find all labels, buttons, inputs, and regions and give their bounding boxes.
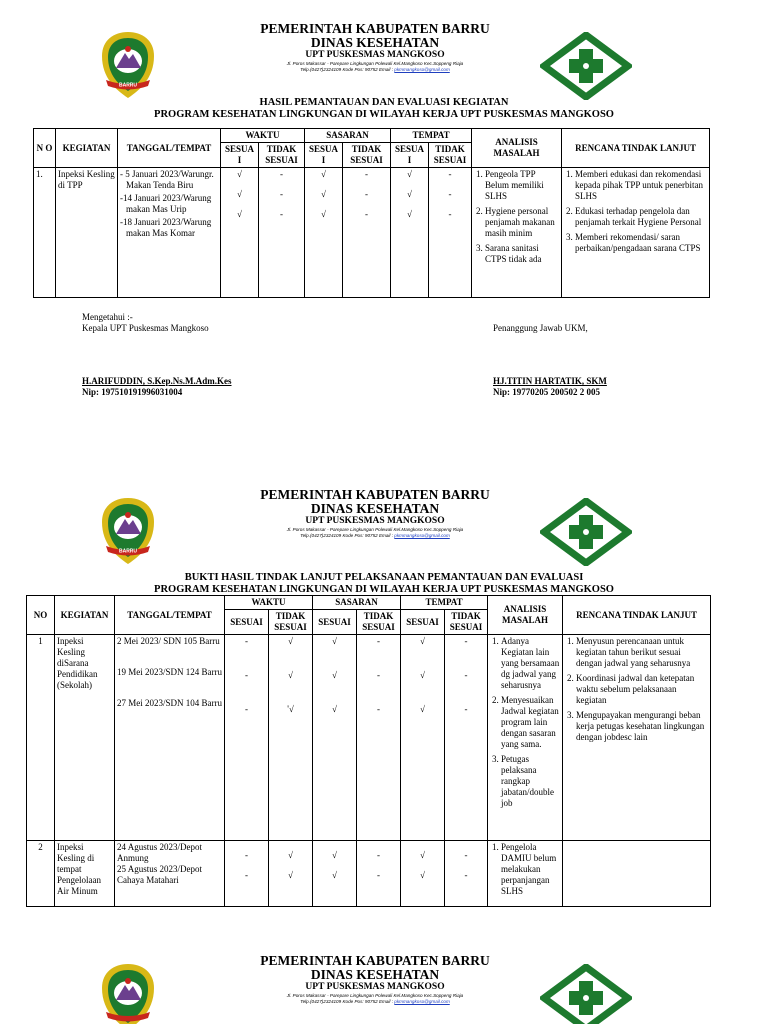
email-link[interactable]: pkmmangkoso@gmail.com (394, 533, 450, 538)
letterhead-3 (0, 954, 768, 1024)
col-kegiatan: KEGIATAN (56, 129, 118, 168)
sub-sesuai: SESUA I (391, 143, 429, 168)
col-waktu: WAKTU (221, 129, 305, 143)
date-entry: -14 Januari 2023/Warung makan Mas Urip (120, 193, 212, 214)
left-signer-name: H.ARIFUDDIN, S.Kep.Ns.M.Adm.Kes (82, 376, 232, 386)
row-tanggal (115, 841, 225, 907)
list-item: 2. Menyesuaikan Jadwal kegiatan program lain dengan sasaran yang sama. (501, 695, 560, 750)
address: Jl. Poros Makassar - Parepare Lingkungan Polewali Kel.Mangkoso Kec.Soppeng Riaja (286, 61, 464, 66)
list-item: 1. Pengeola TPP Belum memiliki SLHS (485, 169, 559, 202)
letterhead-text (200, 954, 550, 1005)
col-tanggal: TANGGAL/TEMPAT (118, 129, 221, 168)
check-cell: - - - (429, 168, 472, 298)
list-item: 2. Edukasi terhadap pengelola dan penjamah terkait Hygiene Personal (575, 206, 707, 228)
sub-tidak-sesuai: TIDAK SESUAI (445, 610, 488, 635)
check-cell: √ √ (269, 841, 313, 907)
check-cell: √ √ √ (221, 168, 259, 298)
address: Jl. Poros Makassar - Parepare Lingkungan Polewali Kel.Mangkoso Kec.Soppeng Riaja (286, 993, 464, 998)
address: Jl. Poros Makassar - Parepare Lingkungan Polewali Kel.Mangkoso Kec.Soppeng Riaja (286, 527, 464, 532)
table-row (27, 841, 711, 907)
report2-title (0, 572, 768, 595)
report1-title-line2: PROGRAM KESEHATAN LINGKUNGAN DI WILAYAH KERJA UPT PUSKESMAS MANGKOSO (154, 108, 614, 120)
report1-title (0, 97, 768, 120)
check-cell: - - - (225, 635, 269, 841)
letterhead-text (200, 488, 550, 539)
barru-emblem-icon (98, 496, 158, 566)
check-cell: - - (357, 841, 401, 907)
row-no: 1 (27, 635, 55, 841)
department-name: DINAS KESEHATAN (310, 35, 440, 50)
right-signer-title: Penanggung Jawab UKM, (493, 323, 588, 333)
col-tanggal: TANGGAL/TEMPAT (115, 596, 225, 635)
date-entry: 27 Mei 2023/SDN 104 Barru (117, 698, 222, 708)
date-entry: 24 Agustus 2023/Depot Anmung (117, 842, 203, 863)
sub-sesuai: SESUAI (313, 610, 357, 635)
header-row (27, 596, 711, 610)
col-sasaran: SASARAN (305, 129, 391, 143)
date-entry: 19 Mei 2023/SDN 124 Barru (117, 667, 222, 677)
sub-tidak-sesuai: TIDAK SESUAI (357, 610, 401, 635)
unit-name: UPT PUSKESMAS MANGKOSO (305, 516, 445, 526)
table-row (34, 168, 710, 298)
date-entry: -18 Januari 2023/Warung makan Mas Komar (120, 217, 212, 238)
col-no: NO (27, 596, 55, 635)
check-cell: - - - (445, 635, 488, 841)
row-tanggal (115, 635, 225, 841)
report2-title-line2: PROGRAM KESEHATAN LINGKUNGAN DI WILAYAH KERJA UPT PUSKESMAS MANGKOSO (154, 583, 614, 595)
col-analisis: ANALISIS MASALAH (472, 129, 562, 168)
row-analisis (472, 168, 562, 298)
list-item: 1. Pengelola DAMIU belum melakukan perpanjangan SLHS (501, 842, 560, 897)
check-cell: - - - (357, 635, 401, 841)
contact (200, 533, 550, 539)
check-cell: √ √ '√ (269, 635, 313, 841)
gov-name: PEMERINTAH KABUPATEN BARRU (260, 21, 490, 36)
department-name: DINAS KESEHATAN (310, 967, 440, 982)
contact (200, 999, 550, 1005)
sub-tidak-sesuai: TIDAK SESUAI (269, 610, 313, 635)
barru-emblem-icon (98, 30, 158, 100)
list-item: 2. Hygiene personal penjamah makanan masih minim (485, 206, 559, 239)
row-kegiatan: Inpeksi Kesling di tempat Pengelolaan Air Minum (55, 841, 115, 907)
date-entry: - 5 Januari 2023/Warungr. Makan Tenda Biru (120, 169, 214, 190)
col-waktu: WAKTU (225, 596, 313, 610)
health-cross-logo-icon (540, 498, 632, 566)
col-kegiatan: KEGIATAN (55, 596, 115, 635)
row-no: 1. (34, 168, 56, 298)
list-item: 1. Menyusun perencanaan untuk kegiatan tahun berikut sesuai dengan jadwal yang seharusnya (576, 636, 708, 669)
report2-title-line1: BUKTI HASIL TINDAK LANJUT PELAKSANAAN PEMANTAUAN DAN EVALUASI (184, 572, 584, 583)
check-cell: - - (225, 841, 269, 907)
right-signer-name: HJ.TITIN HARTATIK, SKM (493, 376, 607, 386)
list-item: 1. Memberi edukasi dan rekomendasi kepada pihak TPP untuk penerbitan SLHS (575, 169, 707, 202)
left-signer-nip: Nip: 197510191996031004 (82, 387, 183, 397)
sub-sesuai: SESUAI (225, 610, 269, 635)
sub-sesuai: SESUA I (305, 143, 343, 168)
row-tanggal (118, 168, 221, 298)
col-tempat: TEMPAT (401, 596, 488, 610)
list-item: 1. Adanya Kegiatan lain yang bersamaan dg jadwal yang seharusnya (501, 636, 560, 691)
unit-name: UPT PUSKESMAS MANGKOSO (305, 982, 445, 992)
gov-name: PEMERINTAH KABUPATEN BARRU (260, 953, 490, 968)
gov-name: PEMERINTAH KABUPATEN BARRU (260, 487, 490, 502)
check-cell: - - - (343, 168, 391, 298)
sub-tidak-sesuai: TIDAK SESUAI (259, 143, 305, 168)
col-sasaran: SASARAN (313, 596, 401, 610)
signature-left (82, 312, 232, 398)
table-row (27, 635, 711, 841)
header-row (34, 129, 710, 143)
row-analisis (488, 841, 563, 907)
sub-tidak-sesuai: TIDAK SESUAI (429, 143, 472, 168)
col-analisis: ANALISIS MASALAH (488, 596, 563, 635)
signature-right (493, 323, 607, 398)
contact-text: Telp.(0427)2324109 Kode Pos: 90752 Email : (300, 67, 395, 72)
col-tempat: TEMPAT (391, 129, 472, 143)
row-rencana (563, 635, 711, 841)
email-link[interactable]: pkmmangkoso@gmail.com (394, 999, 450, 1004)
report1-table (33, 128, 710, 298)
row-kegiatan: Inpeksi Kesling di TPP (56, 168, 118, 298)
unit-name: UPT PUSKESMAS MANGKOSO (305, 50, 445, 60)
row-rencana (563, 841, 711, 907)
list-item: 3. Mengupayakan mengurangi beban kerja petugas kesehatan lingkungan dengan jobdesc lain (576, 710, 708, 743)
barru-emblem-icon (98, 962, 158, 1024)
row-analisis (488, 635, 563, 841)
sub-sesuai: SESUAI (401, 610, 445, 635)
sub-sesuai: SESUA I (221, 143, 259, 168)
mengetahui-label: Mengetahui :- (82, 312, 133, 322)
left-signer-title: Kepala UPT Puskesmas Mangkoso (82, 323, 209, 333)
svg-text:BARRU: BARRU (118, 82, 138, 89)
check-cell: √ √ √ (305, 168, 343, 298)
check-cell: √ √ √ (391, 168, 429, 298)
check-cell: √ √ √ (313, 635, 357, 841)
check-cell: - - - (259, 168, 305, 298)
report2-table (26, 595, 711, 907)
row-no: 2 (27, 841, 55, 907)
health-cross-logo-icon (540, 32, 632, 100)
col-rencana: RENCANA TINDAK LANJUT (563, 596, 711, 635)
row-kegiatan: Inpeksi Kesling diSarana Pendidikan (Sekolah) (55, 635, 115, 841)
letterhead-text (200, 22, 550, 73)
letterhead-2 (0, 488, 768, 578)
svg-text:BARRU: BARRU (118, 548, 138, 555)
date-entry: 2 Mei 2023/ SDN 105 Barru (117, 636, 220, 646)
row-rencana (562, 168, 710, 298)
check-cell: √ √ √ (401, 635, 445, 841)
check-cell: √ √ (313, 841, 357, 907)
contact-text: Telp.(0427)2324109 Kode Pos: 90752 Email : (300, 999, 395, 1004)
sub-tidak-sesuai: TIDAK SESUAI (343, 143, 391, 168)
list-item: 3. Memberi rekomendasi/ saran perbaikan/pengadaan sarana CTPS (575, 232, 707, 254)
check-cell: √ √ (401, 841, 445, 907)
col-rencana: RENCANA TINDAK LANJUT (562, 129, 710, 168)
report1-title-line1: HASIL PEMANTAUAN DAN EVALUASI KEGIATAN (259, 97, 509, 108)
list-item: 3. Sarana sanitasi CTPS tidak ada (485, 243, 559, 265)
check-cell: - - (445, 841, 488, 907)
date-entry: 25 Agustus 2023/Depot Cahaya Matahari (117, 864, 203, 885)
right-signer-nip: Nip: 19770205 200502 2 005 (493, 387, 601, 397)
email-link[interactable]: pkmmangkoso@gmail.com (394, 67, 450, 72)
list-item: 3. Petugas pelaksana rangkap jabatan/double job (501, 754, 560, 809)
contact-text: Telp.(0427)2324109 Kode Pos: 90752 Email : (300, 533, 395, 538)
col-no: N O (34, 129, 56, 168)
list-item: 2. Koordinasi jadwal dan ketepatan waktu sebelum pelaksanaan kegiatan (576, 673, 708, 706)
health-cross-logo-icon (540, 964, 632, 1024)
department-name: DINAS KESEHATAN (310, 501, 440, 516)
contact (200, 67, 550, 73)
